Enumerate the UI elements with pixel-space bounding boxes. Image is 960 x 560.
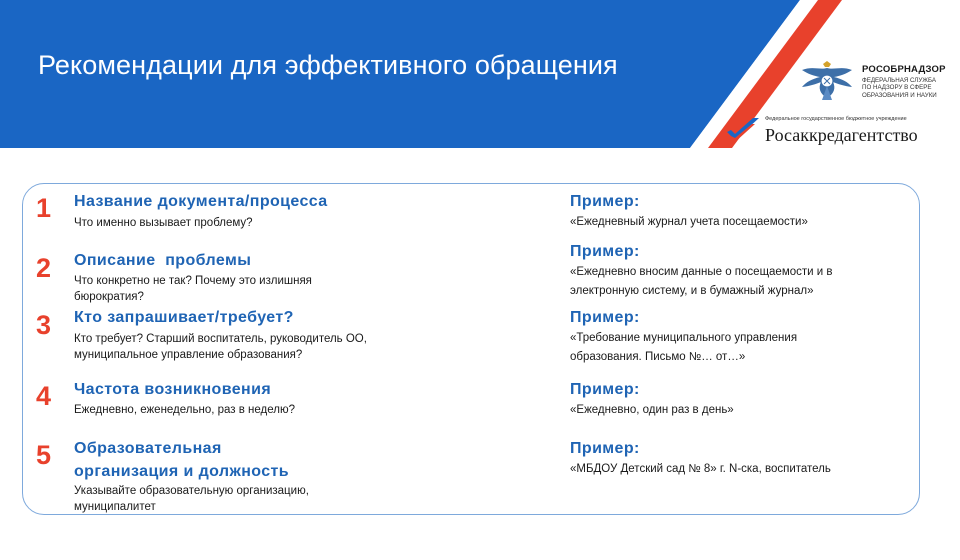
example-label: Пример: xyxy=(570,243,640,260)
example-text-line: «Ежедневно вносим данные о посещаемости и в xyxy=(570,266,833,278)
checkmark-logo-icon xyxy=(725,116,761,144)
item-description-line: Указывайте образовательную организацию, xyxy=(74,485,309,497)
item-description xyxy=(74,402,295,418)
item-title-line: Название документа/процесса xyxy=(74,193,328,210)
rosakkredagentstvo-caption: Федеральное государственное бюджетное учреждение xyxy=(765,116,907,122)
example-text xyxy=(570,401,900,420)
page-title: Рекомендации для эффективного обращения xyxy=(38,50,618,80)
item-description-line: Что именно вызывает проблему? xyxy=(74,217,253,229)
example-label: Пример: xyxy=(570,381,640,398)
item-number: 4 xyxy=(36,381,52,411)
rosakkredagentstvo-name: Росаккредагентство xyxy=(765,125,918,145)
item-description xyxy=(74,273,312,305)
item-title xyxy=(74,381,271,399)
item-description-line: Кто требует? Старший воспитатель, руководитель ОО, xyxy=(74,333,367,345)
item-description-line: Ежедневно, еженедельно, раз в неделю? xyxy=(74,404,296,416)
rosobrnadzor-subtitle xyxy=(862,77,937,99)
example-text-line: «Ежедневный журнал учета посещаемости» xyxy=(570,216,808,228)
example-text xyxy=(570,263,900,301)
item-title xyxy=(74,309,294,327)
item-title xyxy=(74,193,328,211)
item-number: 3 xyxy=(36,310,52,340)
item-description-line: муниципальное управление образования? xyxy=(74,349,303,361)
example-label: Пример: xyxy=(570,440,640,457)
item-number: 1 xyxy=(36,193,52,223)
rosobrnadzor-subtitle-line: ПО НАДЗОРУ В СФЕРЕ xyxy=(862,84,932,92)
eagle-emblem-icon xyxy=(798,60,856,104)
item-title-line: Образовательная xyxy=(74,440,222,457)
item-description-line: муниципалитет xyxy=(74,501,156,513)
example-text xyxy=(570,329,900,367)
item-title-line: Кто запрашивает/требует? xyxy=(74,309,294,326)
example-label: Пример: xyxy=(570,309,640,326)
rosobrnadzor-name: РОСОБРНАДЗОР xyxy=(862,64,946,75)
item-title-line: организация и должность xyxy=(74,463,290,480)
item-description xyxy=(74,483,309,515)
item-description-line: Что конкретно не так? Почему это излишняя xyxy=(74,275,312,287)
item-number: 2 xyxy=(36,253,52,283)
item-description xyxy=(74,215,253,231)
item-number: 5 xyxy=(36,440,52,470)
rosobrnadzor-logo xyxy=(798,60,958,104)
rosakkredagentstvo-logo xyxy=(725,112,950,146)
item-title xyxy=(74,437,289,483)
rosobrnadzor-subtitle-line: ФЕДЕРАЛЬНАЯ СЛУЖБА xyxy=(862,77,937,84)
item-description xyxy=(74,331,367,363)
example-text-line: электронную систему, и в бумажный журнал» xyxy=(570,285,814,297)
example-label: Пример: xyxy=(570,193,640,210)
example-text-line: «Требование муниципального управления xyxy=(570,332,798,344)
item-title-line: Частота возникновения xyxy=(74,381,272,398)
item-title-line: Описание проблемы xyxy=(74,252,252,269)
item-description-line: бюрократия? xyxy=(74,291,144,303)
example-text-line: «Ежедневно, один раз в день» xyxy=(570,404,734,416)
item-title xyxy=(74,252,251,270)
example-text-line: «МБДОУ Детский сад № 8» г. N-ска, воспитатель xyxy=(570,463,831,475)
example-text xyxy=(570,460,900,479)
rosobrnadzor-subtitle-line: ОБРАЗОВАНИЯ И НАУКИ xyxy=(862,91,937,99)
example-text xyxy=(570,213,900,232)
example-text-line: образования. Письмо №… от…» xyxy=(570,351,746,363)
